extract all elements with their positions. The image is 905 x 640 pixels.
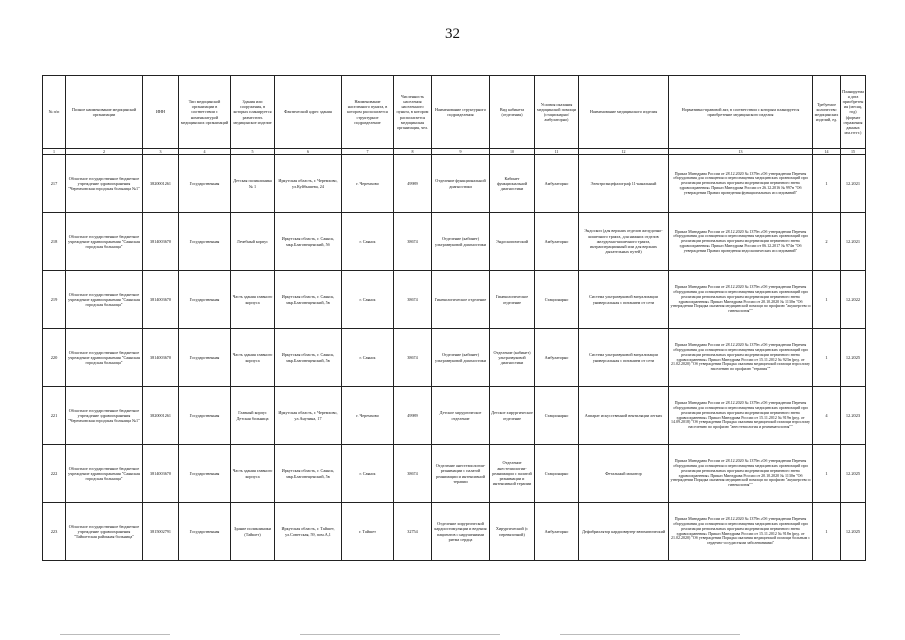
cell-acts: Приказ Минздрава России от 28.12.2020 № 1379н «Об утверждении Перечня оборудования для оснащения и переоснащения медицинских организаций при реализации региональных программ модернизации первичного звена здравоохранения» Приказ Минздрава России от 15.11.2012 № 918н (ред. от 21.02.2020) "Об утверждении Порядка оказания медицинской помощи больным с сердечно-сосудистыми заболеваниями" (669, 503, 813, 561)
cell-inn: 3814003670 (143, 329, 179, 387)
cell-device: Фетальный монитор (579, 445, 669, 503)
cell-cabinet: Гинекологическое отделение (490, 271, 535, 329)
cell-org: Областное государственное бюджетное учреждение здравоохранения "Черемховская городская больница №1" (66, 155, 143, 213)
column-number: 11 (535, 149, 579, 155)
cell-org: Областное государственное бюджетное учреждение здравоохранения "Саянская городская больница" (66, 213, 143, 271)
cell-no: 223 (43, 503, 66, 561)
cell-cabinet: Кабинет функциональной диагностики (490, 155, 535, 213)
column-number: 2 (66, 149, 143, 155)
cell-no: 222 (43, 445, 66, 503)
column-header: Тип медицинской организации в соответствии с номенклатурой медицинских организаций (179, 76, 231, 149)
cell-date: 12.2021 (841, 213, 866, 271)
column-header: Планируемая дата приобретения (месяц, год) (формат отражения данных мм.ггггг.) (841, 76, 866, 149)
column-number: 1 (43, 149, 66, 155)
cell-inn: 3820001261 (143, 155, 179, 213)
scan-artifact (560, 634, 740, 635)
cell-device: Эндоскоп (для верхних отделов желудочно-кишечного тракта, для нижних отделов желудочно-кишечного тракта, интраоперационный или для верхних дыхательных путей) (579, 213, 669, 271)
column-header: Наименование структурного подразделения (432, 76, 490, 149)
cell-building: Часть здания главного корпуса (231, 329, 275, 387)
cell-unit: Отделение анестезиологии-реанимации с палатой реанимации и интенсивной терапии (432, 445, 490, 503)
cell-org: Областное государственное бюджетное учреждение здравоохранения "Тайшетская районная больница" (66, 503, 143, 561)
cell-locality: г. Саянск (342, 213, 394, 271)
cell-population: 38674 (394, 445, 432, 503)
cell-population: 38674 (394, 271, 432, 329)
table-row (43, 155, 866, 213)
cell-qty: 1 (813, 503, 841, 561)
column-number: 10 (490, 149, 535, 155)
cell-unit: Гинекологическое отделение (432, 271, 490, 329)
cell-building: Главный корпус Детская больница (231, 387, 275, 445)
cell-acts: Приказ Минздрава России от 28.12.2020 № 1379н «Об утверждении Перечня оборудования для оснащения и переоснащения медицинских организаций при реализации региональных программ модернизации первичного звена здравоохранения» Приказ Минздрава России от 15.11.2012 № 919н (ред. от 14.09.2018) "Об утверждении Порядка оказания медицинской помощи взрослому населению по профилю "анестезиология и реаниматология"" (669, 387, 813, 445)
cell-conditions: Амбулаторно (535, 213, 579, 271)
cell-address: Иркутская область, г. Черемхово, ул.Куйбышева, 24 (275, 155, 342, 213)
cell-building: Лечебный корпус (231, 213, 275, 271)
column-header: ИНН (143, 76, 179, 149)
column-number: 7 (342, 149, 394, 155)
table-row (43, 503, 866, 561)
scan-artifact (60, 634, 170, 635)
cell-unit: Отделение (кабинет) ультразвуковой диагностики (432, 329, 490, 387)
cell-conditions: Амбулаторно (535, 155, 579, 213)
cell-inn: 3814003670 (143, 271, 179, 329)
cell-locality: г. Саянск (342, 271, 394, 329)
cell-address: Иркутская область, г. Черемхово, ул.Анучина, 17 (275, 387, 342, 445)
cell-address: Иркутская область, г. Тайшет, ул.Советская, 59, пом.А,1 (275, 503, 342, 561)
table-row (43, 387, 866, 445)
cell-type: Государственная (179, 213, 231, 271)
column-header: Требуемое количество медицинских изделий, ед. (813, 76, 841, 149)
cell-cabinet: Эндоскопический (490, 213, 535, 271)
cell-conditions: Амбулаторно (535, 329, 579, 387)
column-number: 9 (432, 149, 490, 155)
cell-device: Система ультразвуковой визуализации универсальная с питанием от сети (579, 329, 669, 387)
cell-qty: 1 (813, 271, 841, 329)
cell-no: 221 (43, 387, 66, 445)
equipment-registry-table (42, 75, 866, 561)
cell-org: Областное государственное бюджетное учреждение здравоохранения "Черемховская городская больница №1" (66, 387, 143, 445)
column-number: 4 (179, 149, 231, 155)
column-header: Наименование населенного пункта, в котором располагается структурное подразделение (342, 76, 394, 149)
cell-acts: Приказ Минздрава России от 28.12.2020 № 1379н «Об утверждении Перечня оборудования для оснащения и переоснащения медицинских организаций при реализации региональных программ модернизации первичного звена здравоохранения» Приказ Минздрава России от 20.10.2020 № 1130н "Об утверждении Порядка оказания медицинской помощи по профилю "акушерство и гинекология"" (669, 445, 813, 503)
column-number: 6 (275, 149, 342, 155)
column-header: Нормативно-правовой акт, в соответствии с которым планируется приобретение медицинского изделия (669, 76, 813, 149)
cell-conditions: Стационарно (535, 445, 579, 503)
cell-address: Иркутская область, г. Саянск, мкр.Благовещенский, 5в (275, 329, 342, 387)
cell-device: Система ультразвуковой визуализации универсальная с питанием от сети (579, 271, 669, 329)
cell-population: 49989 (394, 155, 432, 213)
column-number: 14 (813, 149, 841, 155)
cell-cabinet: Отделение (кабинет) ультразвуковой диагностики (490, 329, 535, 387)
cell-no: 220 (43, 329, 66, 387)
cell-date: 12.2025 (841, 445, 866, 503)
cell-population: 38674 (394, 329, 432, 387)
cell-acts: Приказ Минздрава России от 28.12.2020 № 1379н «Об утверждении Перечня оборудования для оснащения и переоснащения медицинских организаций при реализации региональных программ модернизации первичного звена здравоохранения» Приказ Минздрава России от 06.12.2017 № 974н "Об утверждении Правил проведения эндоскопических исследований" (669, 213, 813, 271)
cell-no: 217 (43, 155, 66, 213)
cell-device: Дефибриллятор кардиовертер-автоматический (579, 503, 669, 561)
cell-locality: г. Саянск (342, 329, 394, 387)
table-row (43, 445, 866, 503)
cell-org: Областное государственное бюджетное учреждение здравоохранения "Саянская городская больница" (66, 445, 143, 503)
cell-qty: 2 (813, 213, 841, 271)
cell-conditions: Амбулаторно (535, 503, 579, 561)
column-header: Вид кабинета (отделения) (490, 76, 535, 149)
scan-artifact (300, 634, 500, 635)
cell-locality: г. Черемхово (342, 155, 394, 213)
cell-date: 12.2025 (841, 503, 866, 561)
cell-building: Часть здания главного корпуса (231, 445, 275, 503)
cell-unit: Отделение (кабинет) ультразвуковой диагностики (432, 213, 490, 271)
table-body (43, 155, 866, 561)
column-number: 15 (841, 149, 866, 155)
cell-device: Электроэнцефалограф 11-канальный (579, 155, 669, 213)
cell-locality: г. Саянск (342, 445, 394, 503)
column-number: 5 (231, 149, 275, 155)
cell-type: Государственная (179, 445, 231, 503)
cell-address: Иркутская область, г. Саянск, мкр.Благовещенский, 5в (275, 445, 342, 503)
column-number: 3 (143, 149, 179, 155)
cell-population: 32754 (394, 503, 432, 561)
column-header: Фактический адрес здания (275, 76, 342, 149)
cell-address: Иркутская область, г. Саянск, мкр.Благовещенский, 5б (275, 213, 342, 271)
cell-qty: 1 (813, 445, 841, 503)
header-row (43, 76, 866, 149)
cell-locality: г. Тайшет (342, 503, 394, 561)
cell-type: Государственная (179, 155, 231, 213)
cell-org: Областное государственное бюджетное учреждение здравоохранения "Саянская городская больница" (66, 271, 143, 329)
cell-date: 12.2025 (841, 329, 866, 387)
cell-acts: Приказ Минздрава России от 28.12.2020 № 1379н «Об утверждении Перечня оборудования для оснащения и переоснащения медицинских организаций при реализации региональных программ модернизации первичного звена здравоохранения» Приказ Минздрава России от 20.10.2020 № 1130н "Об утверждении Порядка оказания медицинской помощи по профилю "акушерство и гинекология"" (669, 271, 813, 329)
cell-building: Здание поликлиники (Тайшет) (231, 503, 275, 561)
cell-unit: Отделение хирургической кардиостимуляции и ведения пациентов с нарушениями ритма сердца (432, 503, 490, 561)
cell-cabinet: Детское хирургическое отделение (490, 387, 535, 445)
cell-inn: 3820001261 (143, 387, 179, 445)
cell-population: 38674 (394, 213, 432, 271)
cell-unit: Детское хирургическое отделение (432, 387, 490, 445)
cell-date: 12.2022 (841, 271, 866, 329)
cell-conditions: Стационарно (535, 271, 579, 329)
cell-building: Часть здания главного корпуса (231, 271, 275, 329)
cell-locality: г. Черемхово (342, 387, 394, 445)
table-row (43, 329, 866, 387)
cell-type: Государственная (179, 329, 231, 387)
cell-type: Государственная (179, 387, 231, 445)
cell-qty: 4 (813, 387, 841, 445)
cell-qty: 1 (813, 155, 841, 213)
column-number: 13 (669, 149, 813, 155)
cell-building: Детская поликлиника № 1 (231, 155, 275, 213)
cell-unit: Отделение функциональной диагностики (432, 155, 490, 213)
cell-cabinet: Хирургический (с перевязочной) (490, 503, 535, 561)
cell-no: 218 (43, 213, 66, 271)
cell-type: Государственная (179, 271, 231, 329)
cell-type: Государственная (179, 503, 231, 561)
cell-no: 219 (43, 271, 66, 329)
column-number: 12 (579, 149, 669, 155)
table-row (43, 271, 866, 329)
cell-date: 12.2021 (841, 155, 866, 213)
column-header: Численность населения населенного пункта, в котором располагается медицинская организация, чел. (394, 76, 432, 149)
cell-acts: Приказ Минздрава России от 28.12.2020 № 1379н «Об утверждении Перечня оборудования для оснащения и переоснащения медицинских организаций при реализации региональных программ модернизации первичного звена здравоохранения» Приказ Минздрава России от 15.11.2012 № 923н (ред. от 21.02.2020) "Об утверждении Порядка оказания медицинской помощи взрослому населению по профилю "терапия"" (669, 329, 813, 387)
cell-address: Иркутская область, г. Саянск, мкр.Благовещенский, 5в (275, 271, 342, 329)
cell-population: 49989 (394, 387, 432, 445)
cell-acts: Приказ Минздрава России от 28.12.2020 № 1379н «Об утверждении Перечня оборудования для оснащения и переоснащения медицинских организаций при реализации региональных программ модернизации первичного звена здравоохранения» Приказ Минздрава России от 26.12.2016 № 997н "Об утверждении Правил проведения функциональных исследований" (669, 155, 813, 213)
column-header: Наименование медицинского изделия (579, 76, 669, 149)
cell-qty: 1 (813, 329, 841, 387)
cell-org: Областное государственное бюджетное учреждение здравоохранения "Саянская городская больница" (66, 329, 143, 387)
column-header: Полное наименование медицинской организации (66, 76, 143, 149)
page-number: 32 (445, 26, 460, 42)
column-number: 8 (394, 149, 432, 155)
cell-inn: 3814003670 (143, 445, 179, 503)
cell-inn: 3814003670 (143, 213, 179, 271)
column-header: № п/п (43, 76, 66, 149)
table-row (43, 213, 866, 271)
cell-device: Аппарат искусственной вентиляции легких (579, 387, 669, 445)
cell-cabinet: Отделение анестезиологии-реанимации с палатой реанимации и интенсивной терапии (490, 445, 535, 503)
cell-conditions: Стационарно (535, 387, 579, 445)
cell-date: 12.2023 (841, 387, 866, 445)
column-header: Условия оказания медицинской помощи (стационарно/амбулаторно) (535, 76, 579, 149)
column-header: Здания или сооружения, в которых планируется разместить медицинское изделие (231, 76, 275, 149)
cell-inn: 3815002791 (143, 503, 179, 561)
